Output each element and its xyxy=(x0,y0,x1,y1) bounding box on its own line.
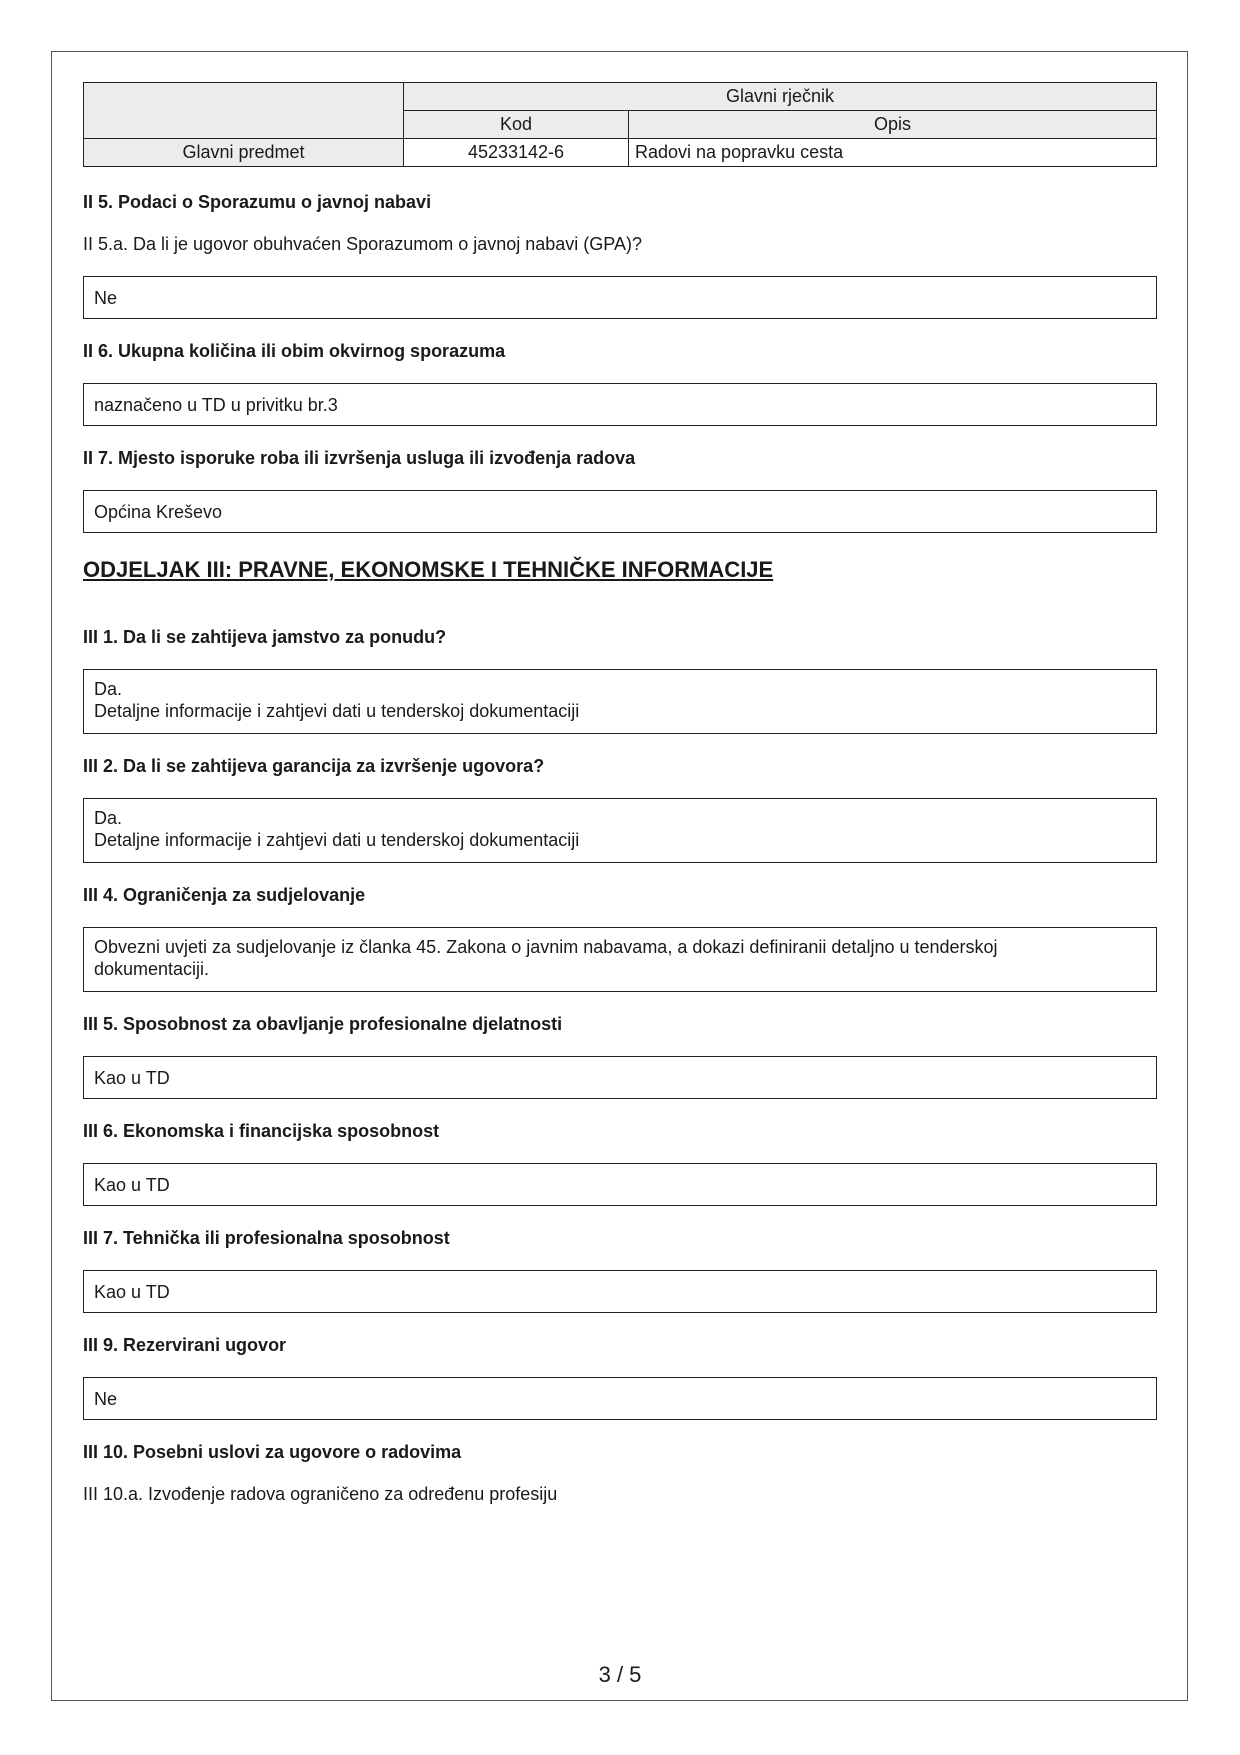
document-content xyxy=(83,82,1157,1506)
answer-iii9 xyxy=(83,1377,1157,1420)
table-corner-cell xyxy=(84,83,404,139)
page-number: 3 / 5 xyxy=(598,1662,642,1687)
table-group-header: Glavni rječnik xyxy=(404,83,1157,111)
question-iii10a: III 10.a. Izvođenje radova ograničeno za određenu profesiju xyxy=(83,1484,558,1504)
cpv-vocabulary-table xyxy=(83,82,1157,167)
answer-iii6 xyxy=(83,1163,1157,1206)
heading-ii6: II 6. Ukupna količina ili obim okvirnog sporazuma xyxy=(83,341,506,361)
answer-iii6-text: Kao u TD xyxy=(94,1174,170,1195)
answer-iii1 xyxy=(83,669,1157,734)
heading-iii9: III 9. Rezervirani ugovor xyxy=(83,1335,287,1355)
heading-iii2: III 2. Da li se zahtijeva garancija za izvršenje ugovora? xyxy=(83,756,545,776)
heading-iii5: III 5. Sposobnost za obavljanje profesionalne djelatnosti xyxy=(83,1014,563,1034)
heading-iii10: III 10. Posebni uslovi za ugovore o radovima xyxy=(83,1442,462,1462)
answer-ii6-text: naznačeno u TD u privitku br.3 xyxy=(94,394,338,415)
heading-iii4: III 4. Ograničenja za sudjelovanje xyxy=(83,885,366,905)
heading-iii6: III 6. Ekonomska i financijska sposobnost xyxy=(83,1121,440,1141)
answer-iii4-line2: dokumentaciji. xyxy=(94,959,210,979)
section-title-iii: ODJELJAK III: PRAVNE, EKONOMSKE I TEHNIČKE INFORMACIJE xyxy=(83,557,774,582)
answer-iii7 xyxy=(83,1270,1157,1313)
table-header-code: Kod xyxy=(404,111,629,139)
answer-iii4-line1: Obvezni uvjeti za sudjelovanje iz članka 45. Zakona o javnim nabavama, a dokazi definiranii detaljno u tenderskoj xyxy=(94,937,998,957)
answer-iii5-text: Kao u TD xyxy=(94,1067,170,1088)
table-cell-code: 45233142-6 xyxy=(404,139,629,167)
heading-ii7: II 7. Mjesto isporuke roba ili izvršenja usluga ili izvođenja radova xyxy=(83,448,636,468)
table-header-description: Opis xyxy=(629,111,1157,139)
answer-iii2 xyxy=(83,798,1157,863)
answer-iii2-line1: Da. xyxy=(94,808,123,828)
answer-ii5a-text: Ne xyxy=(94,287,118,308)
question-ii5a: II 5.a. Da li je ugovor obuhvaćen Sporazumom o javnoj nabavi (GPA)? xyxy=(83,234,642,254)
heading-ii5: II 5. Podaci o Sporazumu o javnoj nabavi xyxy=(83,192,432,212)
answer-ii5a xyxy=(83,276,1157,319)
answer-ii7-text: Općina Kreševo xyxy=(94,501,223,522)
answer-ii7 xyxy=(83,490,1157,533)
answer-iii1-line1: Da. xyxy=(94,679,123,699)
answer-iii9-text: Ne xyxy=(94,1388,118,1409)
table-row-label: Glavni predmet xyxy=(84,139,404,167)
heading-iii7: III 7. Tehnička ili profesionalna sposobnost xyxy=(83,1228,450,1248)
answer-iii2-line2: Detaljne informacije i zahtjevi dati u tenderskoj dokumentaciji xyxy=(94,830,580,850)
answer-iii5 xyxy=(83,1056,1157,1099)
table-cell-description: Radovi na popravku cesta xyxy=(629,139,1157,167)
answer-iii7-text: Kao u TD xyxy=(94,1281,170,1302)
answer-ii6 xyxy=(83,383,1157,426)
answer-iii4 xyxy=(83,927,1157,992)
heading-iii1: III 1. Da li se zahtijeva jamstvo za ponudu? xyxy=(83,627,447,647)
table-row xyxy=(84,139,1157,167)
answer-iii1-line2: Detaljne informacije i zahtjevi dati u tenderskoj dokumentaciji xyxy=(94,701,580,721)
